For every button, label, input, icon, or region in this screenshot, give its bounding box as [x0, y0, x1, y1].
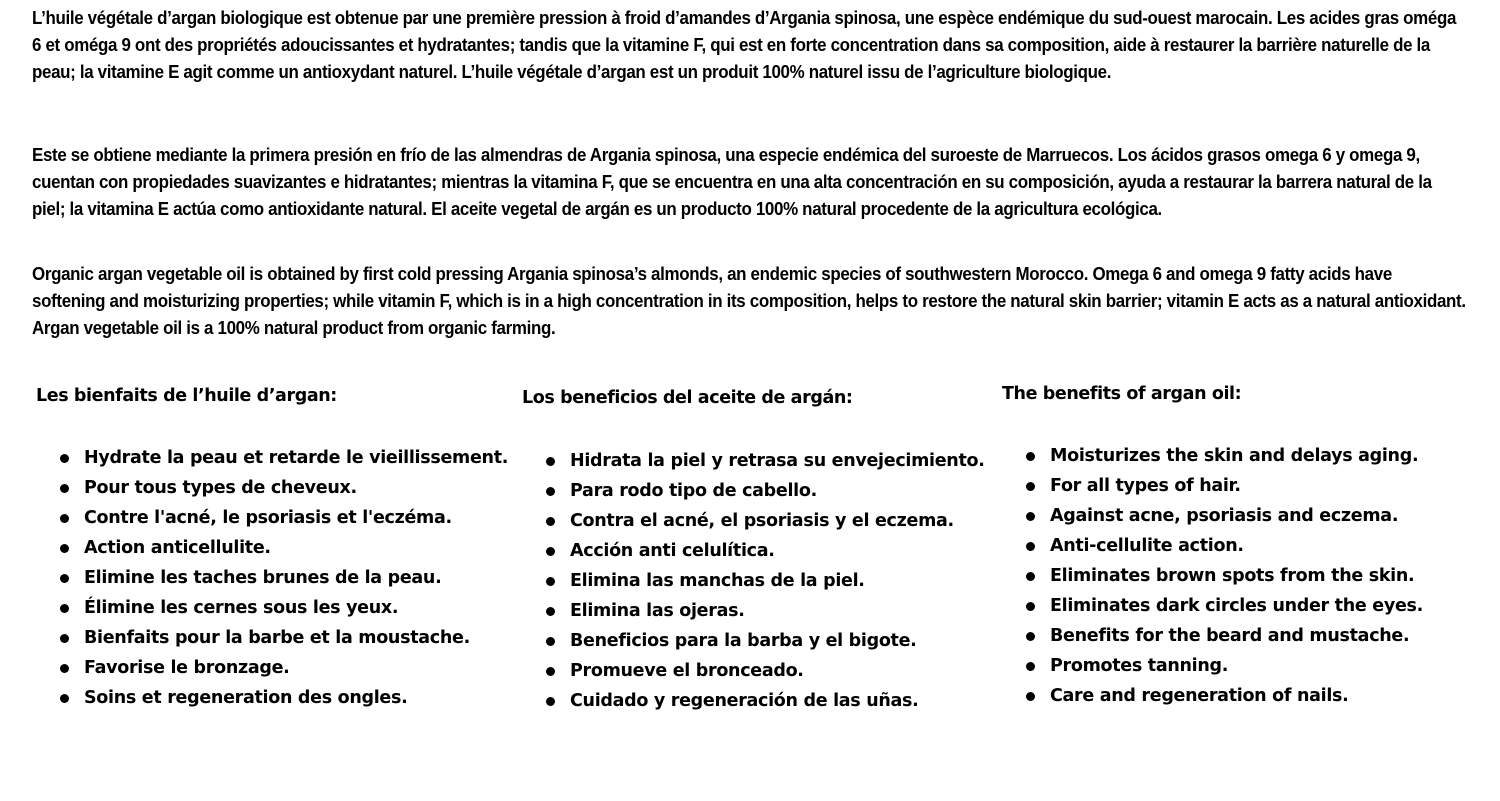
- benefit-text: Eliminates dark circles under the eyes.: [1050, 596, 1423, 616]
- benefits-heading-english: The benefits of argan oil:: [1002, 384, 1242, 404]
- benefit-text: Para rodo tipo de cabello.: [570, 481, 817, 501]
- description-english: Organic argan vegetable oil is obtained by first cold pressing Argania spinosa’s almonds, an endemic species of southwestern Morocco. Omega 6 and omega 9 fatty acids have softening and moisturizing properties; while vitamin F, which is in a high concentration in its composition, helps to restore the natural skin barrier; vitamin E acts as a natural antioxidant. Argan vegetable oil is a 100% natural product from organic farming.: [32, 264, 1466, 338]
- list-item: [1002, 501, 1423, 531]
- benefit-text: Elimina las manchas de la piel.: [570, 571, 865, 591]
- benefit-text: Anti-cellulite action.: [1050, 536, 1244, 556]
- benefit-text: Care and regeneration of nails.: [1050, 686, 1349, 706]
- list-item: [1002, 621, 1423, 651]
- bullet-icon: [546, 547, 555, 556]
- benefit-text: Promueve el bronceado.: [570, 661, 804, 681]
- list-item: [1002, 531, 1423, 561]
- benefits-heading-spanish: Los beneficios del aceite de argán:: [522, 388, 853, 408]
- bullet-icon: [60, 484, 69, 493]
- bullet-icon: [1026, 692, 1035, 701]
- bullet-icon: [546, 457, 555, 466]
- benefit-text: Soins et regeneration des ongles.: [84, 688, 408, 708]
- bullet-icon: [546, 607, 555, 616]
- bullet-icon: [1026, 482, 1035, 491]
- list-item: [522, 626, 985, 656]
- benefit-text: Against acne, psoriasis and eczema.: [1050, 506, 1399, 526]
- list-item: [36, 623, 508, 653]
- bullet-icon: [546, 487, 555, 496]
- benefit-text: Moisturizes the skin and delays aging.: [1050, 446, 1419, 466]
- list-item: [1002, 681, 1423, 711]
- bullet-icon: [1026, 512, 1035, 521]
- list-item: [36, 503, 508, 533]
- bullet-icon: [60, 634, 69, 643]
- bullet-icon: [60, 454, 69, 463]
- bullet-icon: [546, 517, 555, 526]
- benefit-text: Eliminates brown spots from the skin.: [1050, 566, 1415, 586]
- benefit-text: For all types of hair.: [1050, 476, 1241, 496]
- list-item: [522, 476, 985, 506]
- list-item: [36, 653, 508, 683]
- bullet-icon: [60, 514, 69, 523]
- bullet-icon: [546, 637, 555, 646]
- benefits-list-spanish: [522, 446, 985, 716]
- list-item: [36, 533, 508, 563]
- bullet-icon: [1026, 542, 1035, 551]
- bullet-icon: [546, 697, 555, 706]
- benefit-text: Élimine les cernes sous les yeux.: [84, 598, 399, 618]
- benefit-text: Elimine les taches brunes de la peau.: [84, 568, 442, 588]
- list-item: [1002, 651, 1423, 681]
- list-item: [36, 443, 508, 473]
- list-item: [522, 506, 985, 536]
- list-item: [36, 683, 508, 713]
- bullet-icon: [1026, 572, 1035, 581]
- benefit-text: Promotes tanning.: [1050, 656, 1229, 676]
- benefit-text: Hydrate la peau et retarde le vieillissement.: [84, 448, 509, 468]
- list-item: [1002, 471, 1423, 501]
- list-item: [522, 596, 985, 626]
- benefit-text: Pour tous types de cheveux.: [84, 478, 357, 498]
- benefits-list-english: [1002, 441, 1423, 711]
- list-item: [522, 566, 985, 596]
- bullet-icon: [60, 694, 69, 703]
- bullet-icon: [60, 574, 69, 583]
- bullet-icon: [1026, 632, 1035, 641]
- bullet-icon: [1026, 662, 1035, 671]
- list-item: [1002, 591, 1423, 621]
- benefit-text: Action anticellulite.: [84, 538, 271, 558]
- bullet-icon: [546, 667, 555, 676]
- list-item: [36, 563, 508, 593]
- list-item: [522, 536, 985, 566]
- list-item: [1002, 441, 1423, 471]
- benefit-text: Acción anti celulítica.: [570, 541, 775, 561]
- list-item: [36, 593, 508, 623]
- benefit-text: Hidrata la piel y retrasa su envejecimiento.: [570, 451, 985, 471]
- list-item: [1002, 561, 1423, 591]
- benefit-text: Contre l'acné, le psoriasis et l'eczéma.: [84, 508, 452, 528]
- benefit-text: Cuidado y regeneración de las uñas.: [570, 691, 919, 711]
- list-item: [522, 686, 985, 716]
- bullet-icon: [546, 577, 555, 586]
- benefit-text: Benefits for the beard and mustache.: [1050, 626, 1410, 646]
- benefits-list-french: [36, 443, 508, 713]
- benefit-text: Contra el acné, el psoriasis y el eczema.: [570, 511, 954, 531]
- benefit-text: Elimina las ojeras.: [570, 601, 745, 621]
- list-item: [522, 446, 985, 476]
- list-item: [522, 656, 985, 686]
- list-item: [36, 473, 508, 503]
- bullet-icon: [60, 664, 69, 673]
- bullet-icon: [60, 604, 69, 613]
- benefit-text: Bienfaits pour la barbe et la moustache.: [84, 628, 470, 648]
- benefits-heading-french: Les bienfaits de l’huile d’argan:: [36, 386, 337, 406]
- description-french: L’huile végétale d’argan biologique est obtenue par une première pression à froid d’amandes d’Argania spinosa, une espèce endémique du sud-ouest marocain. Les acides gras oméga 6 et oméga 9 ont des propriétés adoucissantes et hydratantes; tandis que la vitamine F, qui est en forte concentration dans sa composition, aide à restaurer la barrière naturelle de la peau; la vitamine E agit comme un antioxydant naturel. L’huile végétale d’argan est un produit 100% naturel issu de l’agriculture biologique.: [32, 8, 1457, 82]
- bullet-icon: [60, 544, 69, 553]
- benefit-text: Favorise le bronzage.: [84, 658, 290, 678]
- benefit-text: Beneficios para la barba y el bigote.: [570, 631, 917, 651]
- description-spanish: Este se obtiene mediante la primera presión en frío de las almendras de Argania spinosa, una especie endémica del suroeste de Marruecos. Los ácidos grasos omega 6 y omega 9, cuentan con propiedades suavizantes e hidratantes; mientras la vitamina F, que se encuentra en una alta concentración en su composición, ayuda a restaurar la barrera natural de la piel; la vitamina E actúa como antioxidante natural. El aceite vegetal de argán es un producto 100% natural procedente de la agricultura ecológica.: [32, 145, 1432, 219]
- bullet-icon: [1026, 602, 1035, 611]
- bullet-icon: [1026, 452, 1035, 461]
